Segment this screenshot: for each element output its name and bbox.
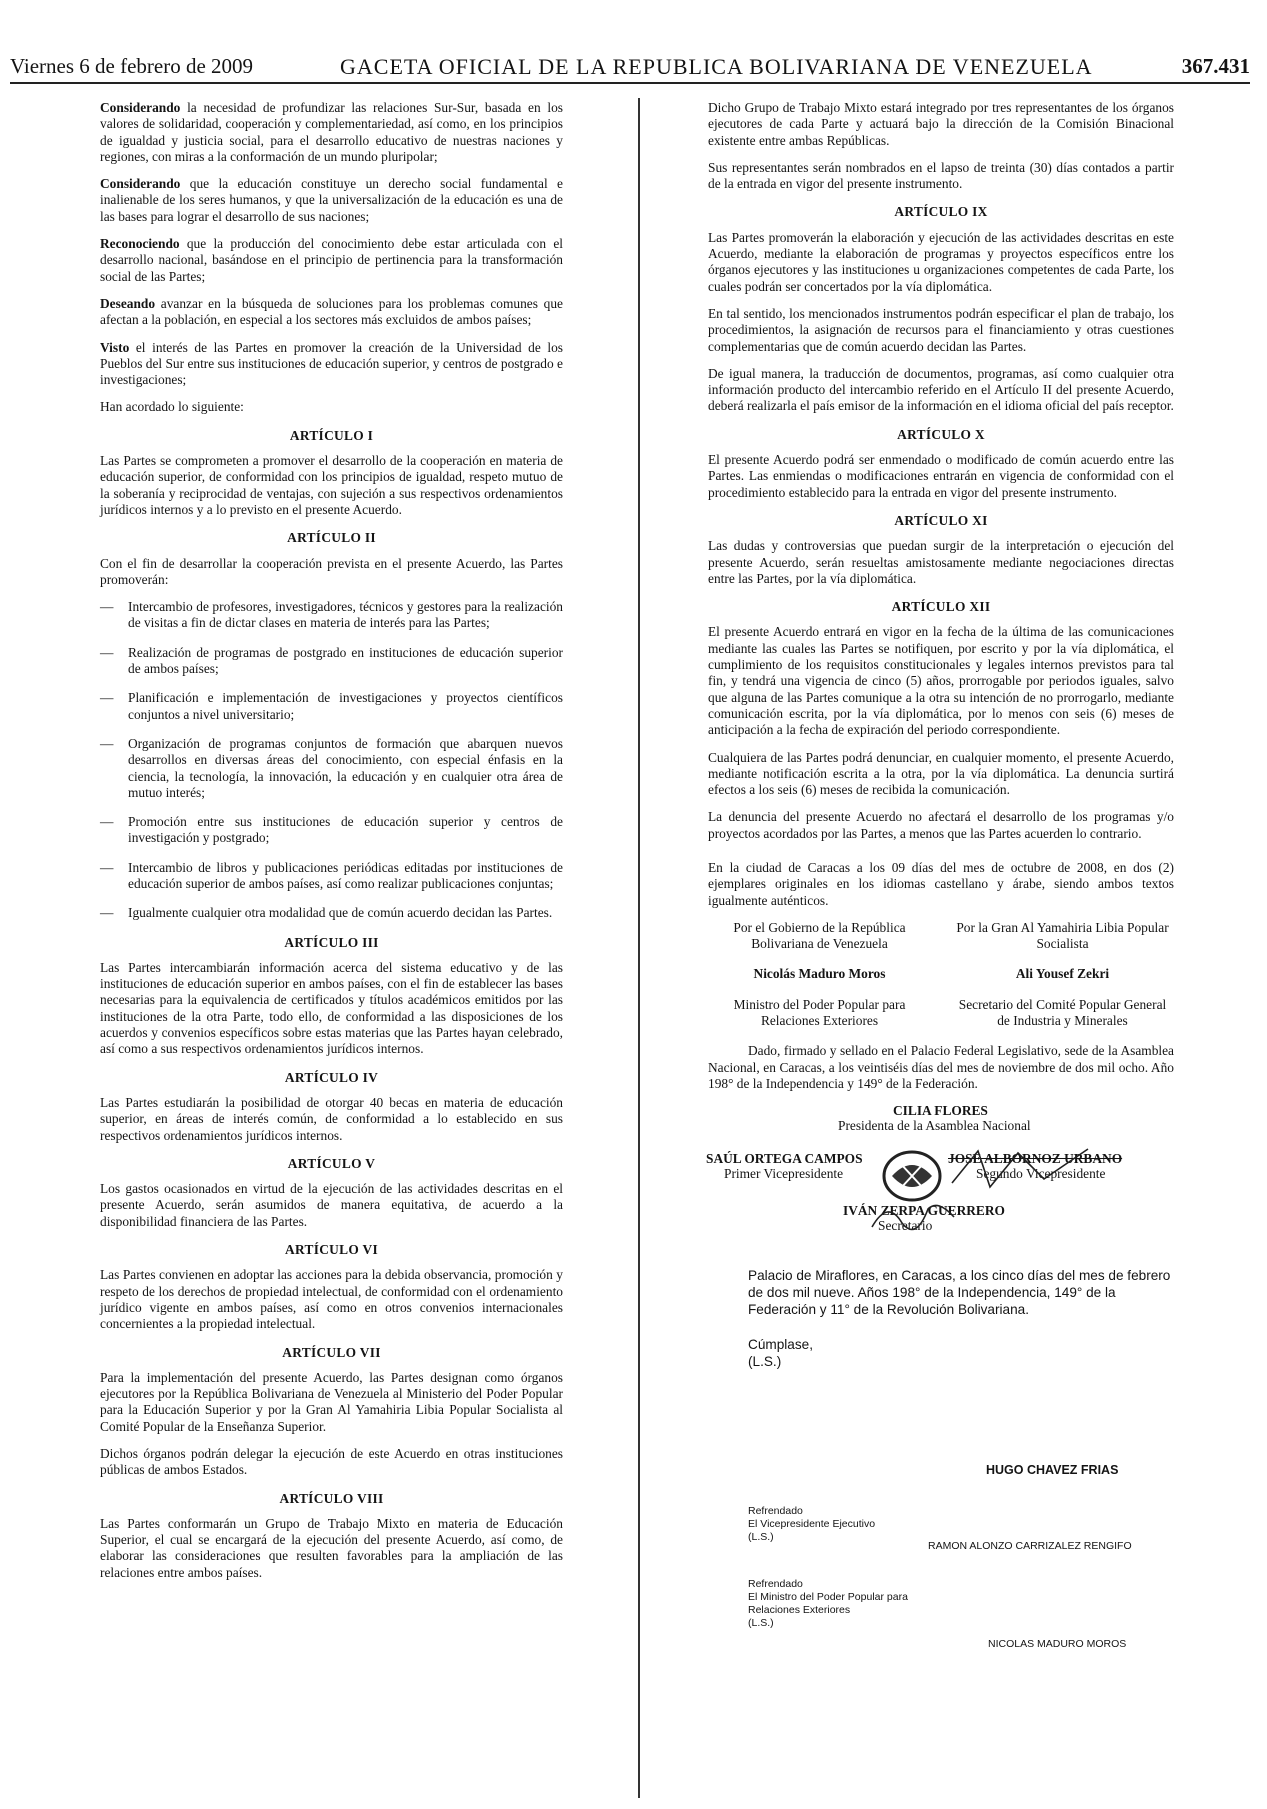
article-8-continued-1: Dicho Grupo de Trabajo Mixto estará integrado por tres representantes de los órganos ejecutores de cada Parte y actuará bajo la dirección de la Comisión Binacional existente entre ambas Repúblicas. <box>708 100 1174 148</box>
signatory-name-venezuela: Nicolás Maduro Moros <box>753 966 886 982</box>
article-12-text-3: La denuncia del presente Acuerdo no afectará el desarrollo de los programas y/o proyectos acordados por las Partes, a menos que las Partes acuerden lo contrario. <box>708 809 1174 841</box>
refrendo-2-label: Refrendado <box>748 1577 803 1590</box>
refrendo-2-name: NICOLAS MADURO MOROS <box>988 1637 1127 1650</box>
refrendo-2-ls: (L.S.) <box>748 1616 774 1629</box>
signature-scribble-icon <box>948 1143 1098 1193</box>
article-8-title: ARTÍCULO VIII <box>279 1490 384 1506</box>
article-12-text-2: Cualquiera de las Partes podrá denunciar, en cualquier momento, el presente Acuerdo, mediante notificación escrita a la otra, por la vía diplomática. La denuncia surtirá efectos a los seis (6) meses de recibida la comunicación. <box>708 749 1174 798</box>
national-seal-icon <box>880 1149 944 1203</box>
article-7-text-1: Para la implementación del presente Acuerdo, las Partes designan como órganos ejecutores por la República Bolivariana de Venezuela al Ministerio del Poder Popular para la Educación Superior y por la Gran Al Yamahiria Libia Popular Socialista al Comité Popular de la Enseñanza Superior. <box>100 1369 563 1434</box>
article-12-text-1: El presente Acuerdo entrará en vigor en la fecha de la última de las comunicaciones mediante las cuales las Partes se notifiquen, por escrito y por la vía diplomática, el cumplimiento de los requisitos constitucionales y legales internos previstos para tal fin, y tendrá una vigencia de cinco (5) años, prorrogable por periodos iguales, salvo que alguna de las Partes comunique a la otra su intención de no prorrogarlo, mediante comunicación escrita, por la vía diplomática, por lo menos con seis (6) meses de anticipación a la fecha de expiración del periodo correspondiente. <box>708 624 1174 738</box>
vp2-name: JOSÉ ALBORNOZ URBANO <box>948 1151 1123 1167</box>
refrendo-2-role-2: Relaciones Exteriores <box>748 1603 851 1616</box>
signatory-org-libya: Por la Gran Al Yamahiria Libia Popular Socialista <box>956 919 1169 952</box>
acordado: Han acordado lo siguiente: <box>100 399 244 415</box>
header-page-number: 367.431 <box>1181 54 1250 78</box>
article-7-text-2: Dichos órganos podrán delegar la ejecución de este Acuerdo en otras instituciones públicas de ambos Estados. <box>100 1446 563 1478</box>
list-item: — Planificación e implementación de investigaciones y proyectos científicos conjuntos a nivel universitario; <box>100 690 563 722</box>
left-column <box>100 100 563 1592</box>
signer-president: HUGO CHAVEZ FRIAS <box>986 1463 1119 1478</box>
deseando: Deseando avanzar en la búsqueda de soluciones para los problemas comunes que afectan a la población, en especial a los sectores más excluidos de ambos países; <box>100 295 563 328</box>
considerando-1: Considerando la necesidad de profundizar las relaciones Sur-Sur, basada en los valores de solidaridad, cooperación y complementariedad, así como, en los principios de igualdad y justicia social, para el desarrollo educativo de nuestras naciones y regiones, con miras a la conformación de un mundo pluripolar; <box>100 100 563 164</box>
miraflores-block <box>748 1267 1174 1370</box>
dado-paragraph: Dado, firmado y sellado en el Palacio Federal Legislativo, sede de la Asamblea Nacional, en Caracas, a los veintiséis días del mes de noviembre de dos mil ocho. Año 198° de la Independencia y 149° de la Federación. <box>708 1043 1174 1091</box>
article-5-text: Los gastos ocasionados en virtud de la ejecución de las actividades descritas en el presente Acuerdo, serán asumidos de manera equitativa, de acuerdo a la disponibilidad financiera de las Partes. <box>100 1181 563 1229</box>
signatory-role-venezuela: Ministro del Poder Popular para Relaciones Exteriores <box>733 996 906 1029</box>
article-12-title: ARTÍCULO XII <box>891 599 991 615</box>
list-item: — Promoción entre sus instituciones de educación superior y centros de investigación y postgrado; <box>100 814 563 846</box>
refrendo-1-role: El Vicepresidente Ejecutivo <box>748 1517 876 1530</box>
column-divider <box>638 98 640 1798</box>
article-4-title: ARTÍCULO IV <box>284 1069 379 1085</box>
list-item: — Organización de programas conjuntos de formación que abarquen nuevos desarrollos en diversas áreas del conocimiento, con especial énfasis en la ciencia, la tecnología, la innovación, la educación y en cualquier otra área de mutuo interés; <box>100 735 563 800</box>
secretary-name: IVÁN ZERPA GUERRERO <box>843 1203 1005 1219</box>
list-item: — Intercambio de libros y publicaciones periódicas editadas por instituciones de educación superior de ambos países, así como realizar publicaciones conjuntas; <box>100 859 563 891</box>
president-name: CILIA FLORES <box>893 1103 988 1119</box>
refrendo-2 <box>748 1577 1174 1650</box>
visto: Visto el interés de las Partes en promover la creación de la Universidad de los Pueblos del Sur entre sus instituciones de educación superior, y centros de postgrado e investigaciones; <box>100 339 563 388</box>
article-11-title: ARTÍCULO XI <box>894 512 988 528</box>
treaty-signatures <box>708 920 1174 1043</box>
article-6-text: Las Partes convienen en adoptar las acciones para la debida observancia, promoción y respeto de los derechos de propiedad intelectual, de conformidad con el ordenamiento jurídico vigente en ambos países, así como en otros convenios internacionales concernientes a la propiedad intelectual. <box>100 1267 563 1332</box>
article-11-text: Las dudas y controversias que puedan surgir de la interpretación o ejecución del presente Acuerdo, serán resueltas amistosamente mediante negociaciones directas entre las Partes, por la vía diplomática. <box>708 538 1174 586</box>
president-role: Presidenta de la Asamblea Nacional <box>838 1118 1031 1134</box>
article-2-title: ARTÍCULO II <box>287 530 376 546</box>
vp2-role: Segundo Vicepresidente <box>976 1166 1106 1182</box>
list-item: — Intercambio de profesores, investigadores, técnicos y gestores para la realización de visitas a fin de dictar clases en materia de interés para las Partes; <box>100 599 563 631</box>
article-7-title: ARTÍCULO VII <box>282 1344 381 1360</box>
closing-paragraph: En la ciudad de Caracas a los 09 días del mes de octubre de 2008, en dos (2) ejemplares originales en los idiomas castellano y árabe, siendo ambos textos igualmente auténticos. <box>708 859 1174 908</box>
article-9-text-2: En tal sentido, los mencionados instrumentos podrán especificar el plan de trabajo, los procedimientos, la asignación de recursos para el financiamiento y otras cuestiones complementarias que de común acuerdo decidan las Partes. <box>708 305 1174 354</box>
article-8-continued-2: Sus representantes serán nombrados en el lapso de treinta (30) días contados a partir de la entrada en vigor del presente instrumento. <box>708 159 1174 192</box>
vp1-name: SAÚL ORTEGA CAMPOS <box>706 1151 863 1167</box>
gazette-header <box>10 48 1250 84</box>
article-2-intro: Con el fin de desarrollar la cooperación prevista en el presente Acuerdo, las Partes promoverán: <box>100 555 563 587</box>
signatory-name-libya: Ali Yousef Zekri <box>1015 966 1110 982</box>
article-9-title: ARTÍCULO IX <box>894 204 988 220</box>
refrendo-1-name: RAMON ALONZO CARRIZALEZ RENGIFO <box>928 1539 1132 1552</box>
list-item: — Realización de programas de postgrado en instituciones de educación superior de ambos países; <box>100 644 563 677</box>
list-item: — Igualmente cualquier otra modalidad que de común acuerdo decidan las Partes. <box>100 905 553 921</box>
article-6-title: ARTÍCULO VI <box>285 1242 378 1258</box>
cumplase: Cúmplase, <box>748 1337 813 1353</box>
right-column <box>706 100 1174 1650</box>
signatory-role-libya: Secretario del Comité Popular General de Industria y Minerales <box>958 996 1167 1029</box>
article-8-text: Las Partes conformarán un Grupo de Trabajo Mixto en materia de Educación Superior, el cual se encargará de la ejecución del presente Acuerdo, así como, de elaborar las consideraciones que resulten favorables para la ampliación de las relaciones entre ambos países. <box>100 1515 563 1580</box>
considerando-2: Considerando que la educación constituye un derecho social fundamental e inalienable de los seres humanos, y que la universalización de la educación es una de las bases para lograr el desarrollo de sus naciones; <box>100 176 563 224</box>
article-4-text: Las Partes estudiarán la posibilidad de otorgar 40 becas en materia de educación superior, en áreas de interés común, de conformidad a lo establecido en sus respectivos ordenamientos jurídicos internos. <box>100 1094 563 1143</box>
article-3-title: ARTÍCULO III <box>284 934 379 950</box>
article-1-title: ARTÍCULO I <box>289 427 374 443</box>
refrendo-1-label: Refrendado <box>748 1504 803 1517</box>
article-5-title: ARTÍCULO V <box>287 1155 376 1171</box>
vp1-role: Primer Vicepresidente <box>724 1166 844 1182</box>
palacio-paragraph: Palacio de Miraflores, en Caracas, a los cinco días del mes de febrero de dos mil nueve. Años 198° de la Independencia, 149° de la Federación y 11° de la Revolución Bolivariana. <box>748 1268 1171 1318</box>
article-9-text-3: De igual manera, la traducción de documentos, programas, así como cualquier otra información producto del intercambio referido en el Artículo II del presente Acuerdo, deberá realizarla el país emisor de la información en el idioma oficial del país receptor. <box>708 365 1174 414</box>
reconociendo: Reconociendo que la producción del conocimiento debe estar articulada con el desarrollo nacional, basándose en el principio de pertinencia para la transformación social de las Partes; <box>100 236 563 284</box>
article-10-text: El presente Acuerdo podrá ser enmendado o modificado de común acuerdo entre las Partes. Las enmiendas o modificaciones entrarán en vigencia de conformidad con el procedimiento establecido para la entrada en vigor del presente instrumento. <box>708 452 1174 500</box>
header-title: GACETA OFICIAL DE LA REPUBLICA BOLIVARIANA DE VENEZUELA <box>340 54 1093 79</box>
secretary-signature-icon <box>868 1197 958 1237</box>
signatory-org-venezuela: Por el Gobierno de la República Bolivariana de Venezuela <box>733 919 906 952</box>
article-10-title: ARTÍCULO X <box>897 426 985 442</box>
refrendo-1 <box>748 1504 1174 1552</box>
article-1-text: Las Partes se comprometen a promover el desarrollo de la cooperación en materia de educación superior, de conformidad con los principios de igualdad, respeto mutuo de la soberanía y reciprocidad de ventajas, con sujeción a sus respectivos ordenamientos jurídicos internos y a lo previsto en el presente Acuerdo. <box>100 453 563 517</box>
article-3-text: Las Partes intercambiarán información acerca del sistema educativo y de las instituciones de educación superior en ambos países, con el fin de establecer las bases necesarias para la equivalencia de certificados y títulos académicos emitidos por las instituciones de la otra Parte, todo ello, de conformidad a las disposiciones de los acuerdos y convenios específicos sobre estas materias que las Partes hayan celebrado, así como a sus respectivos ordenamientos jurídicos internos. <box>100 959 563 1057</box>
refrendo-2-role-1: El Ministro del Poder Popular para <box>748 1590 908 1603</box>
article-2-list <box>100 599 563 921</box>
article-9-text-1: Las Partes promoverán la elaboración y ejecución de las actividades descritas en este Acuerdo, mediante la elaboración de programas y proyectos específicos entre los órganos ejecutores y las instituciones u organizaciones competentes de cada Parte, los cuales podrán ser concertados por la vía diplomática. <box>708 229 1174 294</box>
assembly-signatures <box>708 1103 1174 1253</box>
ls-seal-1: (L.S.) <box>748 1354 782 1370</box>
refrendo-1-ls: (L.S.) <box>748 1530 774 1543</box>
secretary-role: Secretario <box>878 1218 933 1234</box>
header-date: Viernes 6 de febrero de 2009 <box>10 54 254 78</box>
